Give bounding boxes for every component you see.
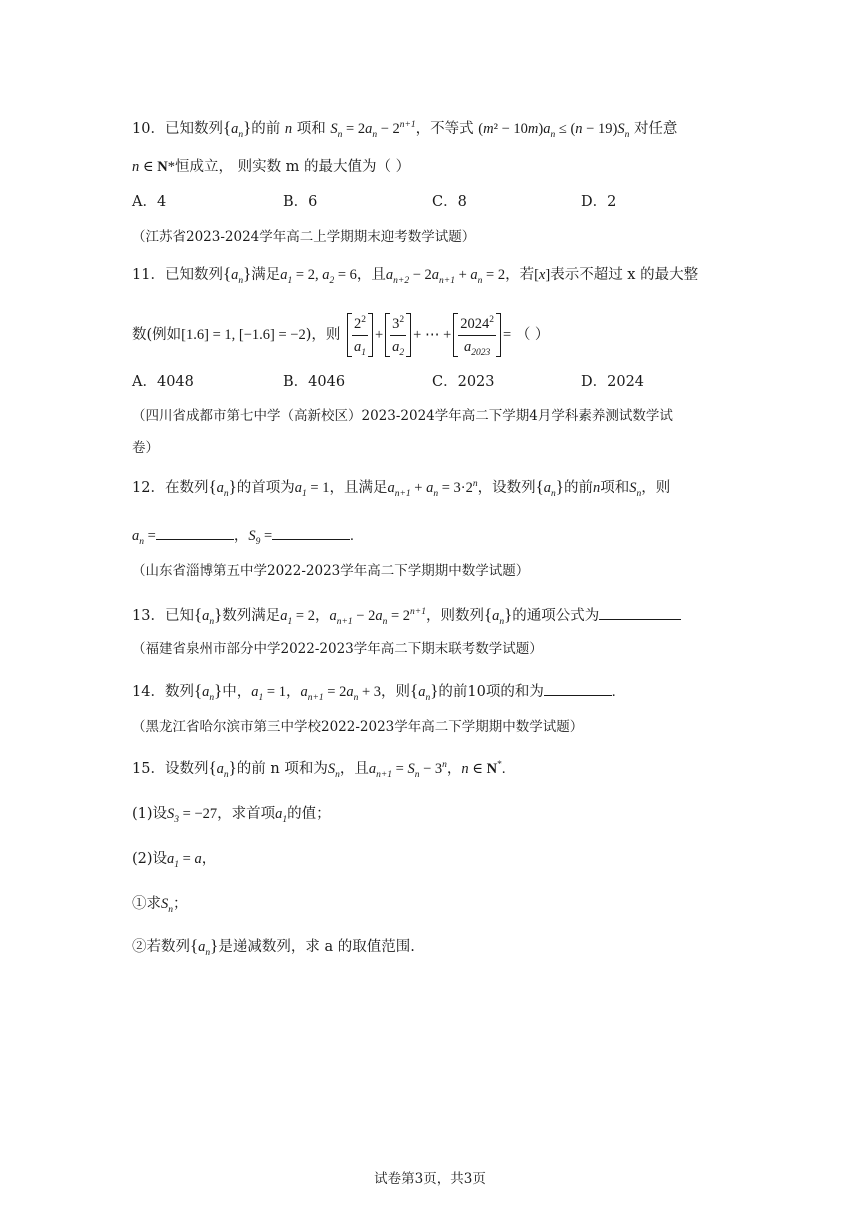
q14-text: 中， <box>222 684 252 700</box>
math-an-set: $\{a_n\}$ <box>222 118 252 140</box>
q15-text: 的值； <box>287 806 331 822</box>
q12-text: 项和 <box>600 480 630 496</box>
q10-option-c: C．8 <box>432 194 467 210</box>
math-sn-formula: $S_n = 2a_n - 2^{n+1}$ <box>330 120 416 140</box>
math-inequality: $(m^2 - 10m)a_n \le (n - 19)S_n$ <box>478 121 630 140</box>
q15-text: ，且 <box>339 761 369 777</box>
q12-line1 <box>132 476 670 499</box>
math-floor-term-2: $\frac{3^2}{a_2}$ <box>385 313 411 357</box>
answer-blank[interactable] <box>156 525 234 540</box>
q10-line1 <box>132 117 677 140</box>
math-an-set: $\{a_n\}$ <box>222 264 252 286</box>
math-an-set: $\{a_n\}$ <box>208 758 237 780</box>
q11-option-c: C．2023 <box>432 374 495 390</box>
math-floor-x: [x] <box>534 267 551 283</box>
q15-text: 是递减数列，求 a 的取值范围. <box>218 939 415 955</box>
q11-text: ，若 <box>505 267 535 283</box>
q15-text: ； <box>173 896 188 912</box>
q10-option-a: A．4 <box>132 194 167 210</box>
math-s3: $S_3 = -27$ <box>167 806 218 825</box>
answer-blank[interactable] <box>544 681 612 696</box>
math-a1: $a_1 = 1$ <box>251 684 286 703</box>
q11-text: （ ） <box>515 327 550 343</box>
q11-text: 满足 <box>251 267 281 283</box>
q10-text: ，不等式 <box>415 121 479 137</box>
q12-text: ，则 <box>641 480 671 496</box>
math-an-set: $\{a_n\}$ <box>410 681 439 703</box>
math-sn: $S_n$ <box>629 480 642 499</box>
q10-line2 <box>132 156 410 178</box>
q10-text: 项和 <box>292 121 331 137</box>
math-n-in-N: n ∈ N* <box>461 760 502 777</box>
q12-text: ，且满足 <box>329 480 388 496</box>
q15-text: ②若数列 <box>132 939 190 955</box>
q10-text: 的前 <box>251 121 285 137</box>
math-an-set: $\{a_n\}$ <box>190 936 219 958</box>
q14-line1: 14．数列$\{a_n\}$中，$a_1 = 1$，$a_{n+1} = 2a_n + 3$，则$\{a_n\}$的前10项的和为 . <box>132 681 616 703</box>
q15-text: (2)设 <box>132 851 168 867</box>
math-an-set: $\{a_n\}$ <box>535 477 564 499</box>
q12-source: （山东省淄博第五中学2022-2023学年高二下学期期中数学试题） <box>132 563 530 579</box>
q12-text: 12．在数列 <box>132 480 209 496</box>
q11-line1 <box>132 263 698 286</box>
math-a1-eq-a: $a_1 = a$ <box>167 851 202 870</box>
q14-text: 的前10项的和为 <box>438 684 544 700</box>
q13-text: 的通项公式为 <box>512 608 600 624</box>
q14-text: 14．数列 <box>132 684 194 700</box>
q15-text: 的前 n 项和为 <box>236 761 328 777</box>
q13-line1: 13．已知$\{a_n\}$数列满足$a_1 = 2$，$a_{n+1} - 2a_n = 2^{n+1}$，则数列$\{a_n\}$的通项公式为 <box>132 604 681 627</box>
q15-line1: 15．设数列$\{a_n\}$的前 n 项和为$S_n$，且$a_{n+1} = S_n - 3^n$，n ∈ N*. <box>132 758 506 780</box>
math-s9-eq: $S_9$ = <box>248 528 273 547</box>
math-floor-term-1: $\frac{2^2}{a_1}$ <box>347 313 373 357</box>
q11-text: 数(例如 <box>132 327 182 343</box>
q15-text: 15．设数列 <box>132 761 209 777</box>
math-n: n <box>592 480 601 496</box>
q13-text: ，则数列 <box>425 608 484 624</box>
q15-sub2 <box>132 935 415 958</box>
answer-blank[interactable] <box>599 605 681 620</box>
page-footer: 试卷第3页，共3页 <box>374 1171 486 1187</box>
q11-source-line2: 卷） <box>132 440 159 456</box>
q10-option-b: B．6 <box>283 194 318 210</box>
math-an-set: $\{a_n\}$ <box>208 477 237 499</box>
q10-option-d: D．2 <box>581 194 617 210</box>
math-recurrence: $a_{n+1} - 2a_n = 2^{n+1}$ <box>329 607 426 627</box>
q11-option-d: D．2024 <box>581 374 645 390</box>
q11-line2: 数(例如[1.6] = 1, [−1.6] = −2)，则 $\frac{2^2}{a_1}$ + $\frac{3^2}{a_2}$ + ⋯ + $\frac{2024^2}{a_{2023}}$ = （ ） <box>132 314 550 358</box>
math-n-in-N: n ∈ N* <box>132 159 175 175</box>
q10-text: 恒成立， 则实数 m 的最大值为（ ） <box>174 159 411 175</box>
answer-blank[interactable] <box>272 525 350 540</box>
q15-part2: (2)设$a_1 = a$， <box>132 851 217 870</box>
math-recurrence: $a_{n+1} = 2a_n + 3$ <box>300 684 382 703</box>
math-a1: $a_1 = 1$ <box>294 480 330 499</box>
math-initial-terms: $a_1 = 2$, $a_2 = 6$ <box>280 267 357 286</box>
q15-part1 <box>132 803 331 825</box>
math-an-set: $\{a_n\}$ <box>193 605 223 627</box>
q13-source: （福建省泉州市部分中学2022-2023学年高二下期末联考数学试题） <box>132 641 543 657</box>
math-floor-example: [1.6] = 1, [−1.6] = −2 <box>181 327 306 343</box>
math-floor-term-2023: $\frac{2024^2}{a_{2023}}$ <box>453 313 501 357</box>
q11-option-a: A．4048 <box>132 374 194 390</box>
math-an-set: $\{a_n\}$ <box>193 681 223 703</box>
math-an-eq: $a_n$ = <box>132 528 156 547</box>
math-an-set: $\{a_n\}$ <box>483 605 513 627</box>
q11-text: 表示不超过 x 的最大整 <box>550 267 699 283</box>
q15-text: ，求首项 <box>217 806 276 822</box>
q14-text: ，则 <box>381 684 411 700</box>
math-sn: $S_n$ <box>327 761 340 780</box>
q13-text: 13．已知 <box>132 608 194 624</box>
q11-text: )，则 <box>305 327 341 343</box>
q11-option-b: B．4046 <box>283 374 346 390</box>
q15-sub1 <box>132 893 188 915</box>
q11-text: 11．已知数列 <box>132 267 223 283</box>
q12-text: ，设数列 <box>477 480 536 496</box>
q10-text: 对任意 <box>633 121 678 137</box>
q11-source-line1: （四川省成都市第七中学（高新校区）2023-2024学年高二下学期4月学科素养测试数学试 <box>132 408 673 424</box>
q15-text: (1)设 <box>132 806 168 822</box>
math-sn: $S_n$ <box>161 896 173 915</box>
q15-text: ①求 <box>132 896 161 912</box>
q10-source: （江苏省2023-2024学年高二上学期期末迎考数学试题） <box>132 229 476 245</box>
q12-text: 的首项为 <box>236 480 295 496</box>
math-n: n <box>284 121 293 137</box>
q13-text: 数列满足 <box>222 608 281 624</box>
q12-text: 的前 <box>563 480 593 496</box>
q14-source: （黑龙江省哈尔滨市第三中学校2022-2023学年高二下学期期中数学试题） <box>132 719 584 735</box>
q12-line2: $a_n$ = ，$S_9$ = . <box>132 525 354 547</box>
q11-text: ，且 <box>356 267 386 283</box>
math-recurrence: $a_{n+1} = S_n - 3^n$ <box>368 760 447 780</box>
math-recurrence: $a_{n+1} + a_n = 3\cdot 2^n$ <box>387 479 478 499</box>
q10-text: 10．已知数列 <box>132 121 223 137</box>
math-a1: $a_1$ <box>275 806 288 825</box>
math-recurrence: $a_{n+2} - 2a_{n+1} + a_n = 2$ <box>385 267 506 286</box>
math-a1: $a_1 = 2$ <box>280 608 315 627</box>
